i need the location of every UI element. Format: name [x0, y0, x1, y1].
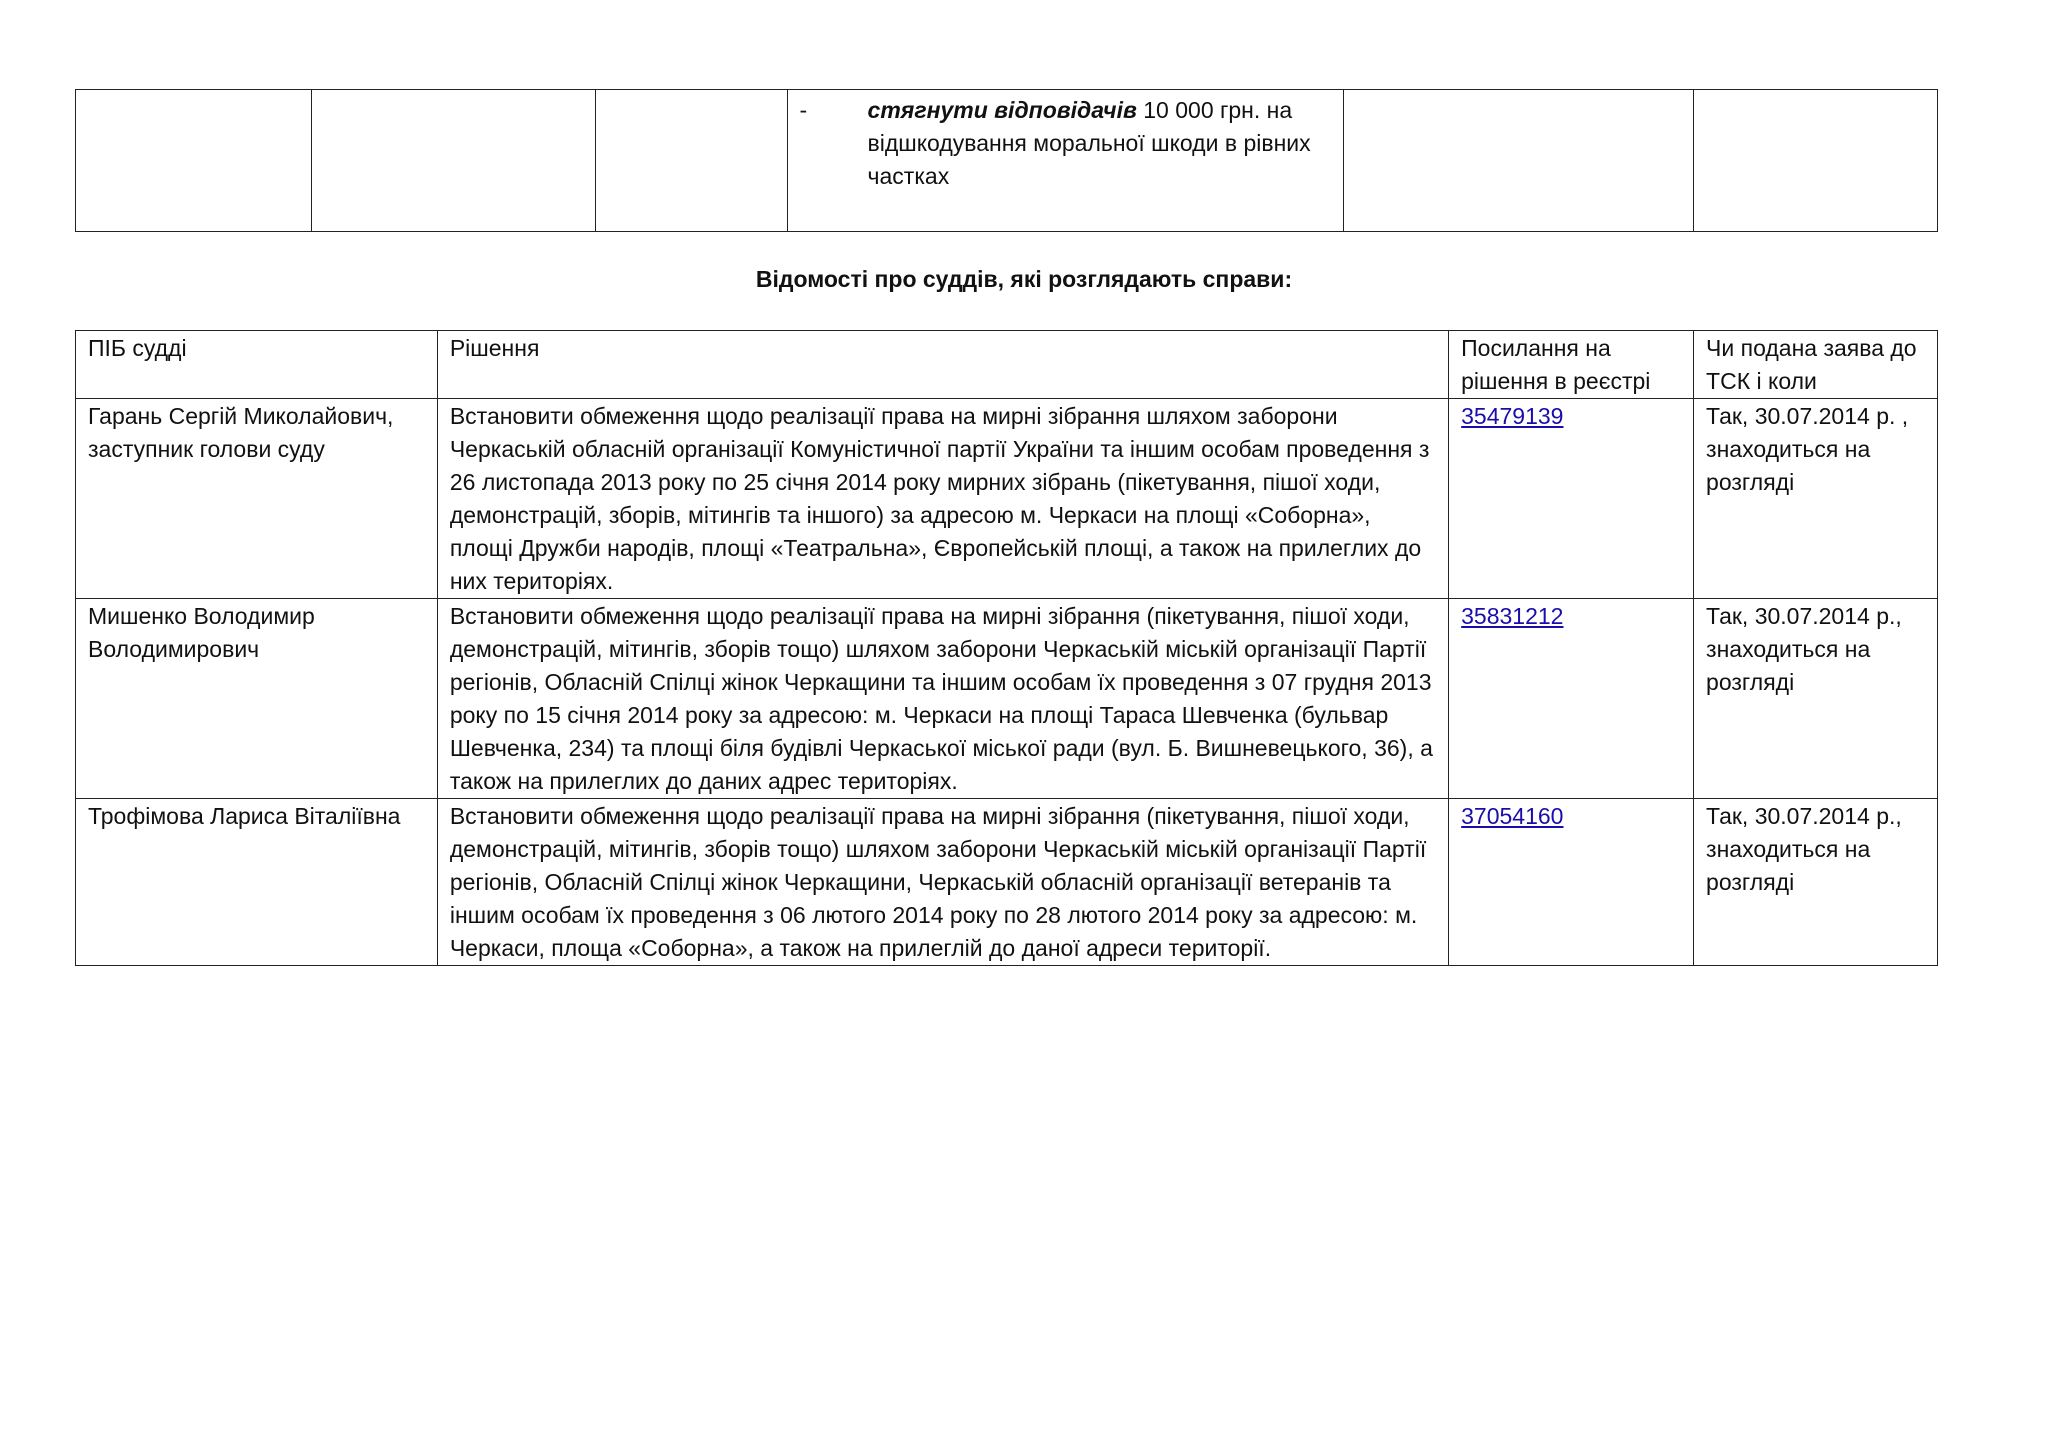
registry-link[interactable]: 37054160: [1461, 803, 1564, 829]
decision-text: Встановити обмеження щодо реалізації права на мирні зібрання (пікетування, пішої ходи, демонстрацій, мітингів, зборів тощо) шляхом заборони Черкаській міській організації Партії регіонів, Обласній Спілці жінок Черкащини, Черкаській обласній організації ветеранів та іншим особам їх проведення з 06 лютого 2014 року по 28 лютого 2014 року за адресою: м. Черкаси, площа «Соборна», а також на прилеглій до даної адреси території.: [437, 799, 1448, 966]
table-row: [76, 799, 1938, 966]
judge-name: Гарань Сергій Миколайович, заступник голови суду: [76, 399, 438, 599]
table-row: [76, 599, 1938, 799]
decision-text: Встановити обмеження щодо реалізації права на мирні зібрання (пікетування, пішої ходи, демонстрацій, мітингів, зборів тощо) шляхом заборони Черкаській міській організації Партії регіонів, Обласній Спілці жінок Черкащини та іншим особам їх проведення з 07 грудня 2013 року по 15 січня 2014 року за адресою: м. Черкаси на площі Тараса Шевченка (бульвар Шевченка, 234) та площі біля будівлі Черкаської міської ради (вул. Б. Вишневецького, 36), а також на прилеглих до даних адрес територіях.: [437, 599, 1448, 799]
tsk-status: Так, 30.07.2014 р., знаходиться на розгляді: [1694, 599, 1938, 799]
claim-rest: 10 000 грн. на відшкодування моральної шкоди в рівних частках: [867, 97, 1311, 189]
section-title: Відомості про суддів, які розглядають справи:: [755, 266, 1293, 292]
judge-name: Трофімова Лариса Віталіївна: [76, 799, 438, 966]
header-tsk-application: Чи подана заява до ТСК і коли: [1694, 331, 1938, 399]
judge-name: Мишенко Володимир Володимирович: [76, 599, 438, 799]
registry-link[interactable]: 35479139: [1461, 403, 1564, 429]
table-cell: [311, 90, 595, 232]
registry-link-cell: [1449, 799, 1694, 966]
claim-emphasis: стягнути відповідачів: [867, 97, 1137, 123]
header-decision: Рішення: [437, 331, 1448, 399]
tsk-status: Так, 30.07.2014 р., знаходиться на розгляді: [1694, 799, 1938, 966]
header-row: [76, 331, 1938, 399]
claim-text: [868, 94, 1332, 193]
table-cell: [595, 90, 787, 232]
table-row: [76, 90, 1938, 232]
claim-cell: [787, 90, 1344, 232]
tsk-status: Так, 30.07.2014 р. , знаходиться на розгляді: [1694, 399, 1938, 599]
judges-table: [75, 330, 1938, 966]
continued-table: [75, 89, 1938, 232]
decision-text: Встановити обмеження щодо реалізації права на мирні зібрання шляхом заборони Черкаській обласній організації Комуністичної партії України та іншим особам проведення з 26 листопада 2013 року по 25 січня 2014 року мирних зібрань (пікетування, пішої ходи, демонстрацій, зборів, мітингів та іншого) за адресою м. Черкаси на площі «Соборна», площі Дружби народів, площі «Театральна», Європейській площі, а також на прилеглих до них територіях.: [437, 399, 1448, 599]
header-registry-link: Посилання на рішення в реєстрі: [1449, 331, 1694, 399]
table-cell: [76, 90, 312, 232]
header-judge-name: ПІБ судді: [76, 331, 438, 399]
registry-link-cell: [1449, 599, 1694, 799]
table-cell: [1344, 90, 1694, 232]
registry-link-cell: [1449, 399, 1694, 599]
list-dash: -: [799, 97, 808, 123]
claim-item: [800, 94, 1332, 193]
table-cell: [1694, 90, 1938, 232]
table-row: [76, 399, 1938, 599]
registry-link[interactable]: 35831212: [1461, 603, 1564, 629]
